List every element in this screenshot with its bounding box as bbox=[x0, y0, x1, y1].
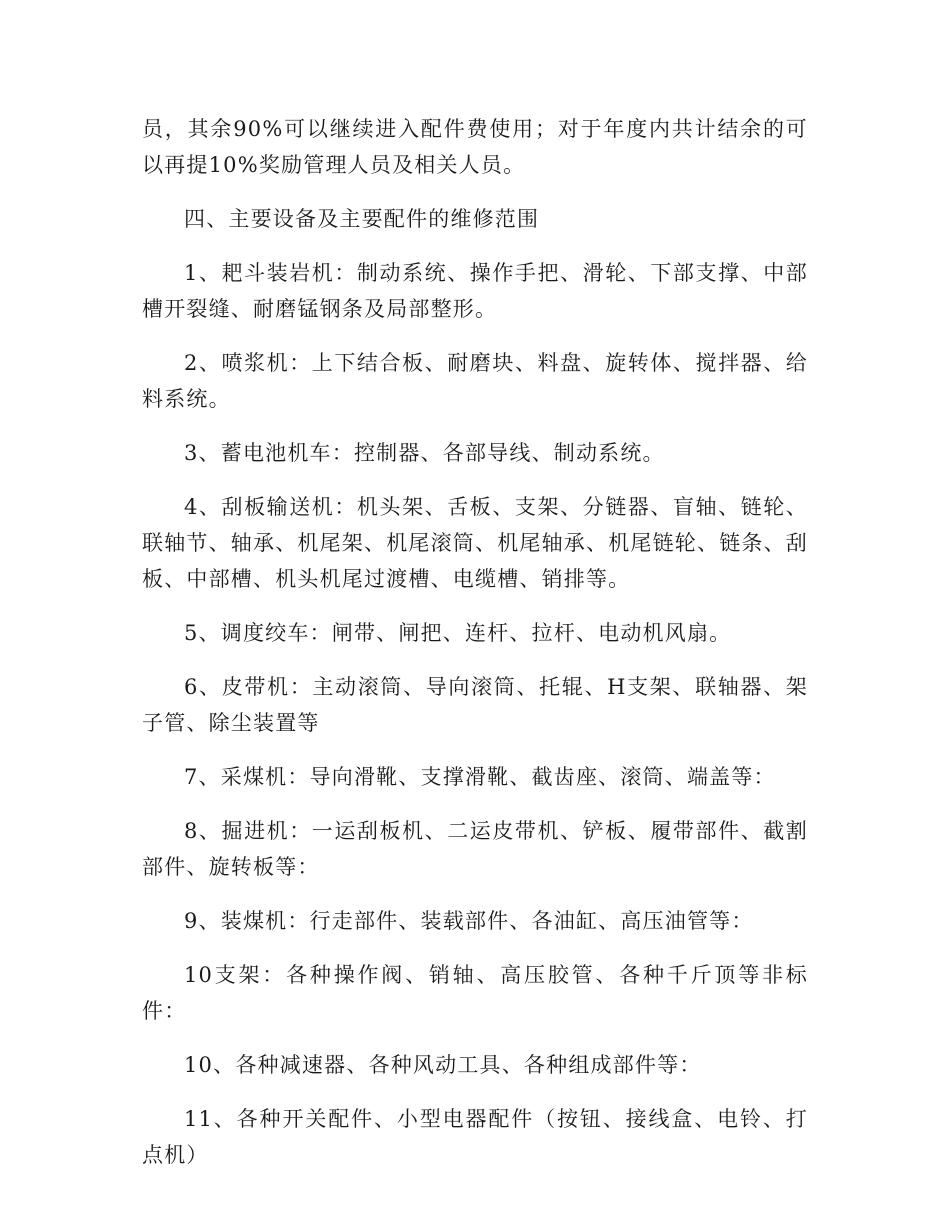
list-item: 10支架：各种操作阀、销轴、高压胶管、各种千斤顶等非标件： bbox=[142, 963, 808, 1023]
list-item: 2、喷浆机：上下结合板、耐磨块、料盘、旋转体、搅拌器、给料系统。 bbox=[142, 351, 808, 411]
list-item: 6、皮带机：主动滚筒、导向滚筒、托辊、H支架、联轴器、架子管、除尘装置等 bbox=[142, 675, 808, 735]
list-item: 5、调度绞车：闸带、闸把、连杆、拉杆、电动机风扇。 bbox=[184, 621, 732, 645]
list-item: 8、掘进机：一运刮板机、二运皮带机、铲板、履带部件、截割部件、旋转板等： bbox=[142, 819, 808, 879]
list-item: 11、各种开关配件、小型电器配件（按钮、接线盒、电铃、打点机） bbox=[142, 1107, 808, 1167]
list-item: 7、采煤机：导向滑靴、支撑滑靴、截齿座、滚筒、端盖等： bbox=[184, 765, 776, 789]
list-item: 1、耙斗装岩机：制动系统、操作手把、滑轮、下部支撑、中部槽开裂缝、耐磨锰钢条及局部整形。 bbox=[142, 261, 808, 321]
section-heading: 四、主要设备及主要配件的维修范围 bbox=[184, 207, 540, 231]
list-item: 10、各种减速器、各种风动工具、各种组成部件等： bbox=[184, 1053, 702, 1077]
paragraph-intro-continuation: 员，其余90%可以继续进入配件费使用；对于年度内共计结余的可以再提10%奖励管理人员及相关人员。 bbox=[142, 117, 808, 177]
list-item: 4、刮板输送机：机头架、舌板、支架、分链器、盲轴、链轮、联轴节、轴承、机尾架、机尾滚筒、机尾轴承、机尾链轮、链条、刮板、中部槽、机头机尾过渡槽、电缆槽、销排等。 bbox=[142, 495, 808, 591]
document-body bbox=[142, 111, 808, 1191]
list-item: 9、装煤机：行走部件、装载部件、各油缸、高压油管等： bbox=[184, 909, 754, 933]
list-item: 3、蓄电池机车：控制器、各部导线、制动系统。 bbox=[184, 441, 665, 465]
